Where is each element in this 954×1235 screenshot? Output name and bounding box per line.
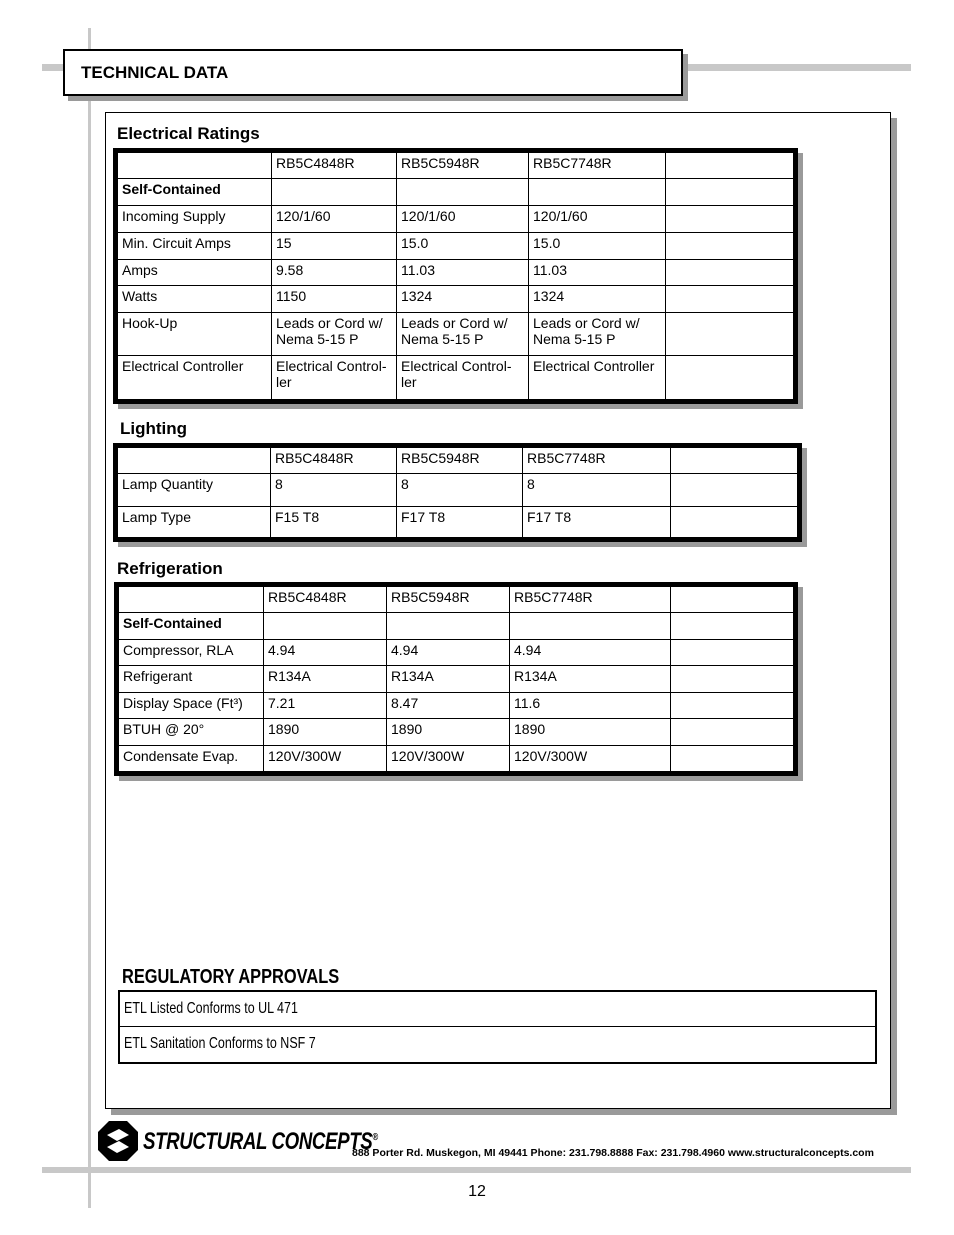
table-cell: Electrical Control-ler (272, 356, 397, 400)
table-cell: 1890 (387, 719, 510, 746)
table-cell: F15 T8 (271, 507, 397, 538)
left-gray-bar (88, 28, 91, 1208)
table-row (119, 719, 794, 746)
table-row (118, 206, 794, 233)
table-cell: Leads or Cord w/ Nema 5-15 P (397, 313, 529, 356)
footer-address: 888 Porter Rd. Muskegon, MI 49441 Phone: 231.798.8888 Fax: 231.798.4960 www.structuralconcepts.com (352, 1147, 874, 1159)
table-cell (666, 286, 794, 313)
page-title: TECHNICAL DATA (81, 63, 229, 82)
table-cell (671, 474, 798, 507)
table-cell: F17 T8 (397, 507, 523, 538)
regulatory-item (120, 992, 875, 1027)
table-row (118, 286, 794, 313)
column-header-cell: RB5C7748R (529, 153, 666, 179)
table-row (118, 179, 794, 206)
table-cell (671, 613, 794, 640)
column-header-cell (119, 587, 264, 613)
table-row (118, 260, 794, 286)
table-cell (666, 233, 794, 260)
table-cell: 120/1/60 (529, 206, 666, 233)
table-cell: BTUH @ 20° (119, 719, 264, 746)
structural-concepts-logo-icon (97, 1120, 139, 1162)
electrical-table-wrap (113, 148, 798, 404)
table-cell: Electrical Control-ler (397, 356, 529, 400)
table-cell: 15 (272, 233, 397, 260)
table-row (118, 313, 794, 356)
column-header-cell (118, 153, 272, 179)
regulatory-item-text: ETL Listed Conforms to UL 471 (124, 1000, 298, 1017)
table-cell: F17 T8 (523, 507, 671, 538)
table-row (118, 507, 798, 538)
column-header-cell: RB5C5948R (387, 587, 510, 613)
table-cell (666, 206, 794, 233)
table-cell: 8 (523, 474, 671, 507)
column-header-cell: RB5C4848R (264, 587, 387, 613)
lighting-title: Lighting (120, 419, 188, 438)
table-cell: Lamp Type (118, 507, 271, 538)
table-cell: 1324 (397, 286, 529, 313)
header-box (63, 49, 683, 96)
table-cell: 1890 (510, 719, 671, 746)
table-cell (671, 719, 794, 746)
table-cell (387, 613, 510, 640)
company-logo-text (143, 1128, 378, 1156)
regulatory-box (118, 990, 877, 1064)
table-cell: 4.94 (387, 640, 510, 666)
table-cell: 120V/300W (510, 746, 671, 772)
table-cell (397, 179, 529, 206)
table-cell: 120V/300W (387, 746, 510, 772)
table-cell (666, 260, 794, 286)
table-cell (529, 179, 666, 206)
table-cell: Electrical Controller (529, 356, 666, 400)
refrigeration-table (118, 586, 794, 772)
table-cell: R134A (264, 666, 387, 693)
table-row (119, 693, 794, 719)
table-cell: Leads or Cord w/ Nema 5-15 P (529, 313, 666, 356)
registered-mark: ® (372, 1132, 378, 1143)
table-cell (666, 356, 794, 400)
table-cell: Amps (118, 260, 272, 286)
column-header-cell (118, 448, 271, 474)
table-cell: 11.03 (529, 260, 666, 286)
electrical-title: Electrical Ratings (117, 124, 260, 143)
electrical-table (117, 152, 794, 400)
regulatory-item (120, 1027, 875, 1062)
table-cell: Lamp Quantity (118, 474, 271, 507)
table-cell: 4.94 (264, 640, 387, 666)
table-cell (671, 746, 794, 772)
table-row (119, 666, 794, 693)
table-header-row (118, 153, 794, 179)
table-cell: Display Space (Ft³) (119, 693, 264, 719)
table-cell (671, 666, 794, 693)
column-header-cell (666, 153, 794, 179)
refrigeration-title: Refrigeration (117, 559, 223, 578)
column-header-cell: RB5C5948R (397, 153, 529, 179)
table-cell: 120V/300W (264, 746, 387, 772)
table-header-row (119, 587, 794, 613)
table-cell: R134A (510, 666, 671, 693)
table-cell: 1890 (264, 719, 387, 746)
table-row (119, 746, 794, 772)
table-cell: 15.0 (529, 233, 666, 260)
table-cell: Min. Circuit Amps (118, 233, 272, 260)
table-cell: 11.03 (397, 260, 529, 286)
table-cell (671, 507, 798, 538)
column-header-cell: RB5C4848R (272, 153, 397, 179)
table-cell: Self-Contained (118, 179, 272, 206)
table-cell: 15.0 (397, 233, 529, 260)
table-cell: 120/1/60 (397, 206, 529, 233)
regulatory-item-text: ETL Sanitation Conforms to NSF 7 (124, 1035, 316, 1052)
table-cell (671, 640, 794, 666)
table-cell: 1150 (272, 286, 397, 313)
table-cell (264, 613, 387, 640)
table-cell: Self-Contained (119, 613, 264, 640)
refrigeration-table-wrap (114, 582, 798, 776)
table-cell (510, 613, 671, 640)
table-cell: Hook-Up (118, 313, 272, 356)
table-row (118, 474, 798, 507)
page-number: 12 (468, 1183, 486, 1200)
table-cell (666, 313, 794, 356)
table-cell (272, 179, 397, 206)
table-cell: R134A (387, 666, 510, 693)
table-cell: 8 (397, 474, 523, 507)
table-cell: Leads or Cord w/ Nema 5-15 P (272, 313, 397, 356)
lighting-table-wrap (113, 443, 802, 542)
table-row (119, 640, 794, 666)
table-cell: 8.47 (387, 693, 510, 719)
table-cell: 1324 (529, 286, 666, 313)
table-cell: 120/1/60 (272, 206, 397, 233)
table-cell: Condensate Evap. (119, 746, 264, 772)
table-cell: 7.21 (264, 693, 387, 719)
column-header-cell: RB5C7748R (510, 587, 671, 613)
logo-wordmark: STRUCTURAL CONCEPTS (143, 1128, 373, 1155)
table-cell: Compressor, RLA (119, 640, 264, 666)
bottom-gray-bar (42, 1167, 911, 1173)
regulatory-title: REGULATORY APPROVALS (122, 966, 340, 988)
column-header-cell: RB5C7748R (523, 448, 671, 474)
table-cell: 9.58 (272, 260, 397, 286)
table-row (119, 613, 794, 640)
table-cell: 11.6 (510, 693, 671, 719)
table-cell: 8 (271, 474, 397, 507)
table-row (118, 356, 794, 400)
table-cell: Watts (118, 286, 272, 313)
column-header-cell: RB5C4848R (271, 448, 397, 474)
table-row (118, 233, 794, 260)
table-header-row (118, 448, 798, 474)
table-cell (671, 693, 794, 719)
column-header-cell (671, 448, 798, 474)
table-cell: Refrigerant (119, 666, 264, 693)
lighting-table (117, 447, 798, 538)
column-header-cell: RB5C5948R (397, 448, 523, 474)
table-cell (666, 179, 794, 206)
table-cell: Electrical Controller (118, 356, 272, 400)
table-cell: 4.94 (510, 640, 671, 666)
table-cell: Incoming Supply (118, 206, 272, 233)
column-header-cell (671, 587, 794, 613)
